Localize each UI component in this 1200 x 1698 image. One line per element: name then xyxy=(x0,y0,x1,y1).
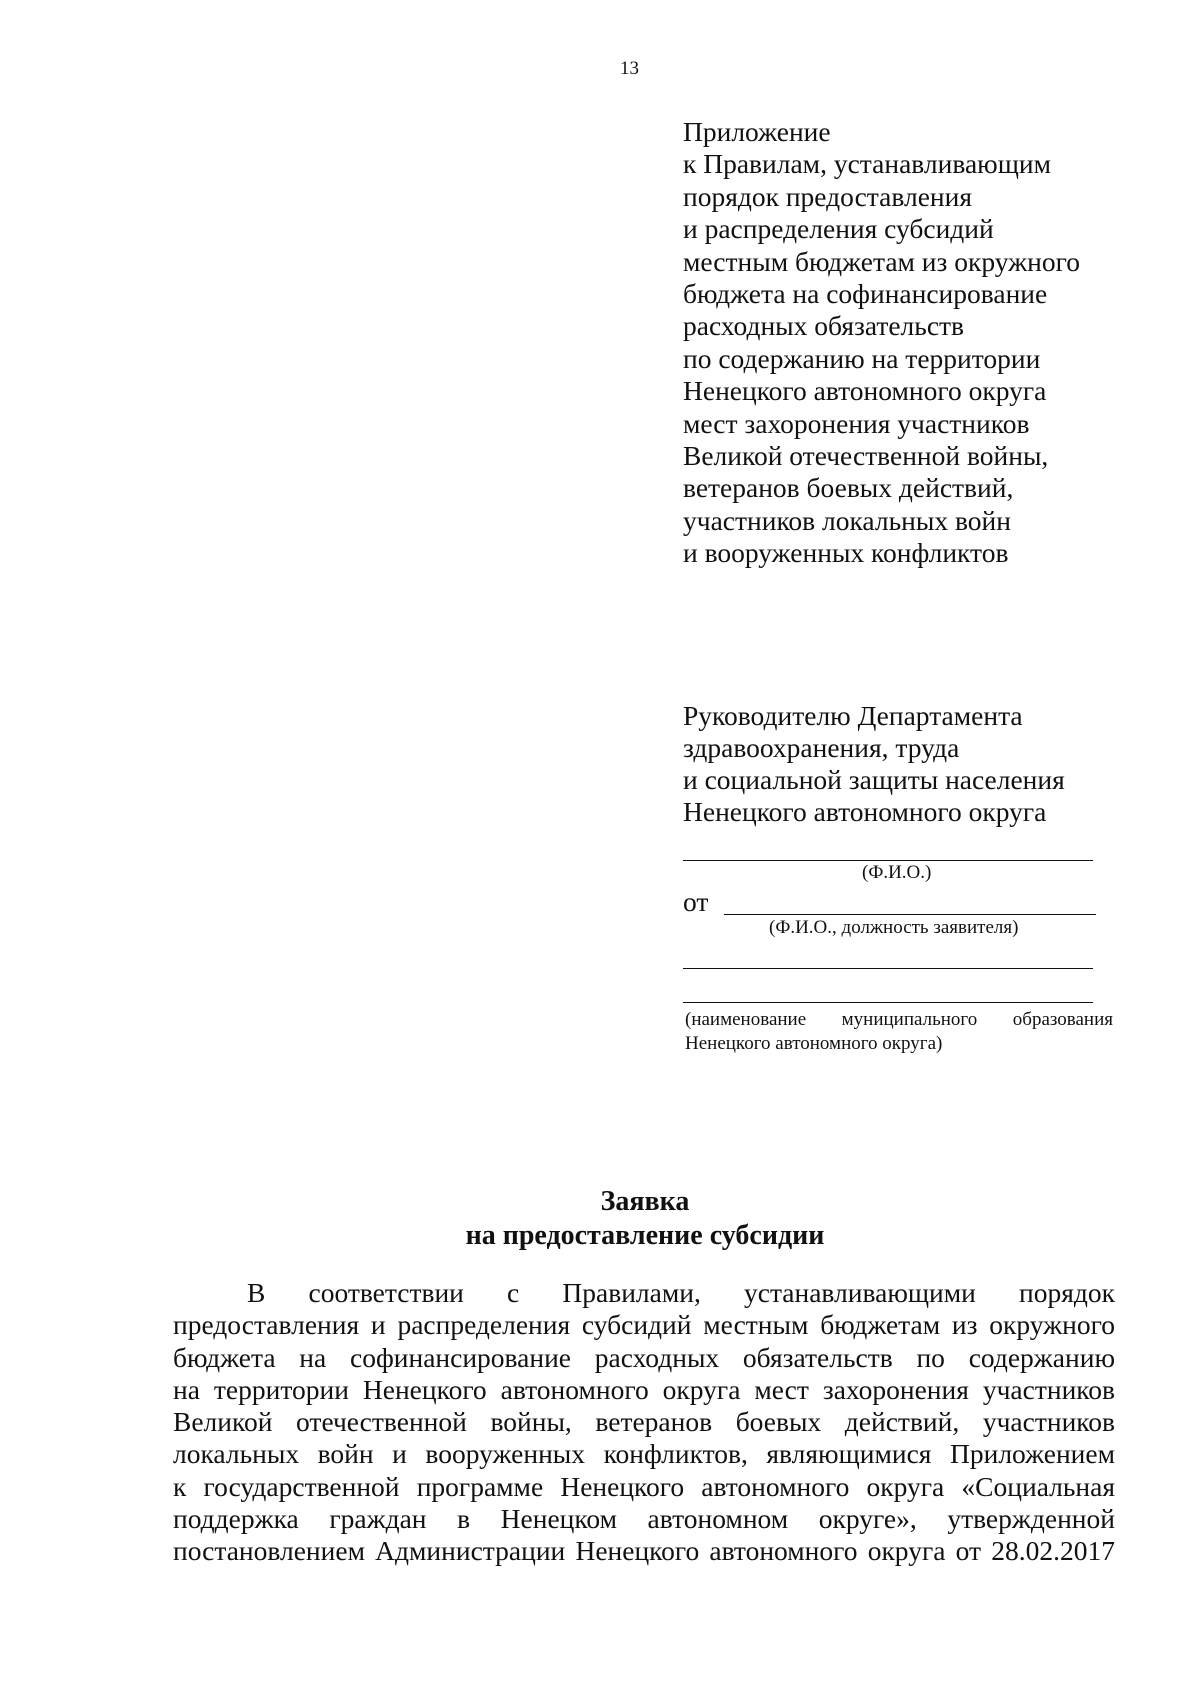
body-line: Великой отечественной войны, ветеранов боевых действий, участников xyxy=(173,1406,1115,1438)
appendix-line: бюджета на софинансирование xyxy=(683,278,1048,310)
body-line: бюджета на софинансирование расходных обязательств по содержанию xyxy=(173,1341,1115,1373)
document-title: Заявка xyxy=(600,1186,690,1217)
appendix-line: и вооруженных конфликтов xyxy=(683,537,1009,569)
addressee-line: Руководителю Департамента xyxy=(683,700,1023,731)
application-body xyxy=(173,1277,1115,1568)
municipality-blank-line-2 xyxy=(683,1002,1093,1003)
fio-blank-line xyxy=(683,860,1093,861)
appendix-line: и распределения субсидий xyxy=(683,213,994,245)
fio-caption: (Ф.И.О.) xyxy=(862,862,932,883)
addressee-block xyxy=(683,700,1163,828)
municipality-caption: (наименование муниципального образования Ненецкого автономного округа) xyxy=(685,1009,1113,1054)
from-label: от xyxy=(683,886,709,917)
appendix-line: по содержанию на территории xyxy=(683,342,1041,374)
body-line: постановлением Администрации Ненецкого автономного округа от 28.02.2017 xyxy=(173,1535,1115,1567)
body-line: к государственной программе Ненецкого автономного округа «Социальная xyxy=(173,1470,1115,1502)
appendix-line: Великой отечественной войны, xyxy=(683,440,1049,472)
applicant-caption: (Ф.И.О., должность заявителя) xyxy=(769,917,1019,938)
appendix-line: расходных обязательств xyxy=(683,310,965,342)
document-subtitle: на предоставление субсидии xyxy=(465,1220,825,1251)
municipality-blank-line-1 xyxy=(683,968,1093,969)
body-line: предоставления и распределения субсидий местным бюджетам из окружного xyxy=(173,1309,1115,1341)
addressee-line: и социальной защиты населения xyxy=(683,764,1065,795)
page-number: 13 xyxy=(620,58,639,79)
body-line: на территории Ненецкого автономного округа мест захоронения участников xyxy=(173,1373,1115,1405)
appendix-line: участников локальных войн xyxy=(683,504,1011,536)
body-line: локальных войн и вооруженных конфликтов, являющимися Приложением xyxy=(173,1438,1115,1470)
appendix-line: местным бюджетам из окружного xyxy=(683,245,1080,277)
appendix-header xyxy=(683,116,1163,570)
addressee-line: здравоохранения, труда xyxy=(683,732,960,763)
appendix-line: Приложение xyxy=(683,116,831,147)
body-line: В соответствии с Правилами, устанавливающими порядок xyxy=(247,1277,1115,1308)
appendix-line: Ненецкого автономного округа xyxy=(683,375,1047,407)
appendix-line: порядок предоставления xyxy=(683,180,972,212)
body-line: поддержка граждан в Ненецком автономном округе», утвержденной xyxy=(173,1503,1115,1535)
appendix-line: к Правилам, устанавливающим xyxy=(683,148,1052,180)
addressee-line: Ненецкого автономного округа xyxy=(683,796,1047,827)
applicant-blank-line xyxy=(724,914,1096,915)
appendix-line: ветеранов боевых действий, xyxy=(683,472,1014,504)
appendix-line: мест захоронения участников xyxy=(683,407,1030,439)
